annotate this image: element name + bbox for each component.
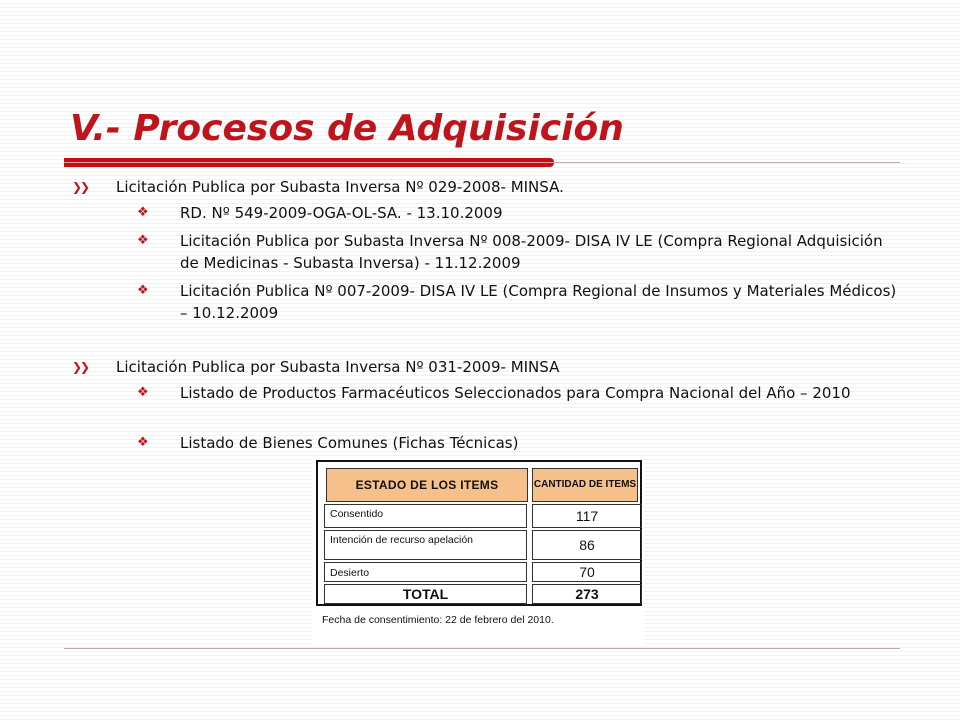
bottom-divider [64, 648, 900, 649]
sub-bullet-text: Listado de Productos Farmacéuticos Seleccionados para Compra Nacional del Año – 2010 [180, 384, 851, 402]
total-row [324, 584, 642, 604]
diamond-bullet-icon: ❖ [137, 205, 149, 220]
sub-bullet-2-2 [137, 432, 897, 454]
double-chevron-icon: ❯❯ [72, 180, 89, 194]
row-value: 86 [532, 530, 642, 560]
top-divider [64, 162, 900, 163]
header-count: CANTIDAD DE ITEMS [532, 468, 638, 502]
row-value: 70 [532, 562, 642, 582]
row-label: Desierto [324, 562, 527, 582]
sub-bullet-text: Licitación Publica por Subasta Inversa Nº 008-2009- DISA IV LE (Compra Regional Adquisición de Medicinas - Subasta Inversa) - 11.12.2009 [180, 232, 883, 272]
sub-bullet-1-1 [137, 202, 897, 224]
table-row [324, 562, 642, 582]
diamond-bullet-icon: ❖ [137, 385, 149, 400]
table-row [324, 504, 642, 528]
sub-bullet-text: RD. Nº 549-2009-OGA-OL-SA. - 13.10.2009 [180, 204, 503, 222]
sub-bullet-1-3 [137, 280, 897, 324]
bullet-2 [72, 356, 892, 378]
diamond-bullet-icon: ❖ [137, 233, 149, 248]
double-chevron-icon: ❯❯ [72, 360, 89, 374]
row-label: Intención de recurso apelación [324, 530, 527, 560]
row-value: 117 [532, 504, 642, 528]
table-footnote: Fecha de consentimiento: 22 de febrero del 2010. [322, 614, 554, 626]
items-status-table [312, 458, 644, 644]
bullet-1 [72, 176, 892, 198]
table-frame [316, 460, 642, 606]
bullet-1-text: Licitación Publica por Subasta Inversa Nº 029-2008- MINSA. [116, 178, 564, 196]
table-row [324, 530, 642, 560]
header-status: ESTADO DE LOS ITEMS [326, 468, 528, 502]
diamond-bullet-icon: ❖ [137, 435, 149, 450]
sub-bullet-2-1 [137, 382, 897, 404]
sub-bullet-text: Licitación Publica Nº 007-2009- DISA IV LE (Compra Regional de Insumos y Materiales Médicos) – 10.12.2009 [180, 282, 897, 322]
diamond-bullet-icon: ❖ [137, 283, 149, 298]
total-label: TOTAL [324, 584, 527, 604]
sub-bullet-1-2 [137, 230, 897, 274]
bullet-2-text: Licitación Publica por Subasta Inversa Nº 031-2009- MINSA [116, 358, 560, 376]
slide-title: V.- Procesos de Adquisición [70, 108, 624, 149]
sub-bullet-text: Listado de Bienes Comunes (Fichas Técnicas) [180, 434, 519, 452]
total-value: 273 [532, 584, 642, 604]
row-label: Consentido [324, 504, 527, 528]
